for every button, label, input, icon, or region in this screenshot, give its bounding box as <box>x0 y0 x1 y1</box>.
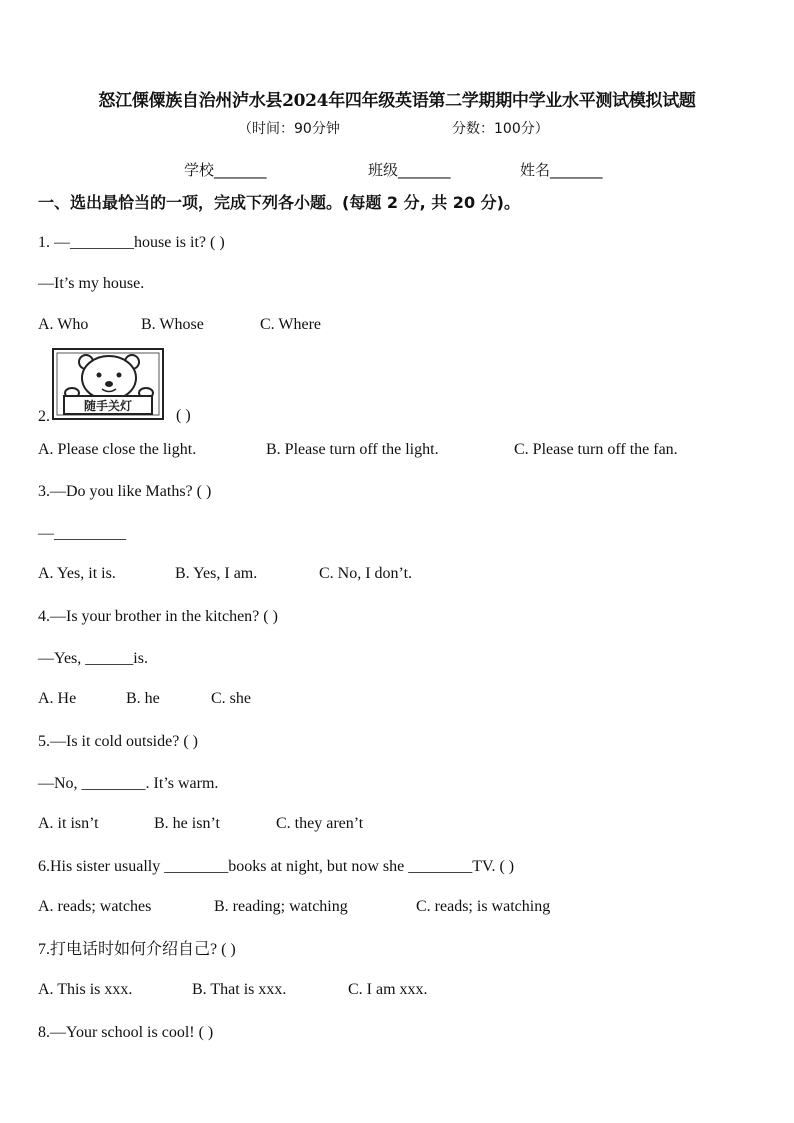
q3-answer-line: —_________ <box>38 525 126 542</box>
school-field: 学校_______ <box>184 161 267 179</box>
q1-option-b: B. Whose <box>141 316 204 333</box>
name-field: 姓名_______ <box>520 161 603 179</box>
q2-paren: ( ) <box>176 407 191 424</box>
q3-stem: 3.—Do you like Maths? ( ) <box>38 483 212 500</box>
q2-option-b: B. Please turn off the light. <box>266 441 439 458</box>
exam-score: 分数：100分） <box>452 121 549 137</box>
sign-text: 随手关灯 <box>83 399 133 413</box>
q4-option-a: A. He <box>38 690 77 707</box>
q6-option-b: B. reading; watching <box>214 898 348 915</box>
q6-option-c: C. reads; is watching <box>416 898 551 915</box>
q2-option-a: A. Please close the light. <box>38 441 197 458</box>
q7-stem: 7.打电话时如何介绍自己? ( ) <box>38 941 236 958</box>
q5-option-b: B. he isn’t <box>154 815 220 832</box>
q3-option-c: C. No, I don’t. <box>319 565 413 582</box>
q8-stem: 8.—Your school is cool! ( ) <box>38 1024 214 1041</box>
q6-option-a: A. reads; watches <box>38 898 152 915</box>
q5-option-c: C. they aren’t <box>276 815 364 832</box>
q2-number: 2. <box>38 408 50 425</box>
q1-stem: 1. —________house is it? ( ) <box>38 234 225 251</box>
q1-option-c: C. Where <box>260 316 322 333</box>
exam-title: 怒江傈僳族自治州泸水县2024年四年级英语第二学期期中学业水平测试模拟试题 <box>98 91 696 111</box>
q6-stem: 6.His sister usually ________books at night, but now she ________TV. ( ) <box>38 858 515 875</box>
q5-answer-line: —No, ________. It’s warm. <box>38 775 219 792</box>
q4-option-b: B. he <box>126 690 160 707</box>
q4-option-c: C. she <box>211 690 251 707</box>
q5-stem: 5.—Is it cold outside? ( ) <box>38 733 198 750</box>
q1-option-a: A. Who <box>38 316 89 333</box>
class-field: 班级_______ <box>368 161 451 179</box>
q3-option-a: A. Yes, it is. <box>38 565 116 582</box>
q4-answer-line: —Yes, ______is. <box>38 650 148 667</box>
q5-option-a: A. it isn’t <box>38 815 99 832</box>
q7-option-a: A. This is xxx. <box>38 981 133 998</box>
q7-option-b: B. That is xxx. <box>192 981 287 998</box>
q7-option-c: C. I am xxx. <box>348 981 428 998</box>
q3-option-b: B. Yes, I am. <box>175 565 258 582</box>
exam-time: （时间：90分钟 <box>238 121 340 137</box>
q4-stem: 4.—Is your brother in the kitchen? ( ) <box>38 608 278 625</box>
section-1-title: 一、选出最恰当的一项，完成下列各小题。(每题 2 分, 共 20 分)。 <box>38 193 520 212</box>
q2-option-c: C. Please turn off the fan. <box>514 441 678 458</box>
bear-sign-image <box>52 348 164 420</box>
q1-answer-line: —It’s my house. <box>38 275 145 292</box>
